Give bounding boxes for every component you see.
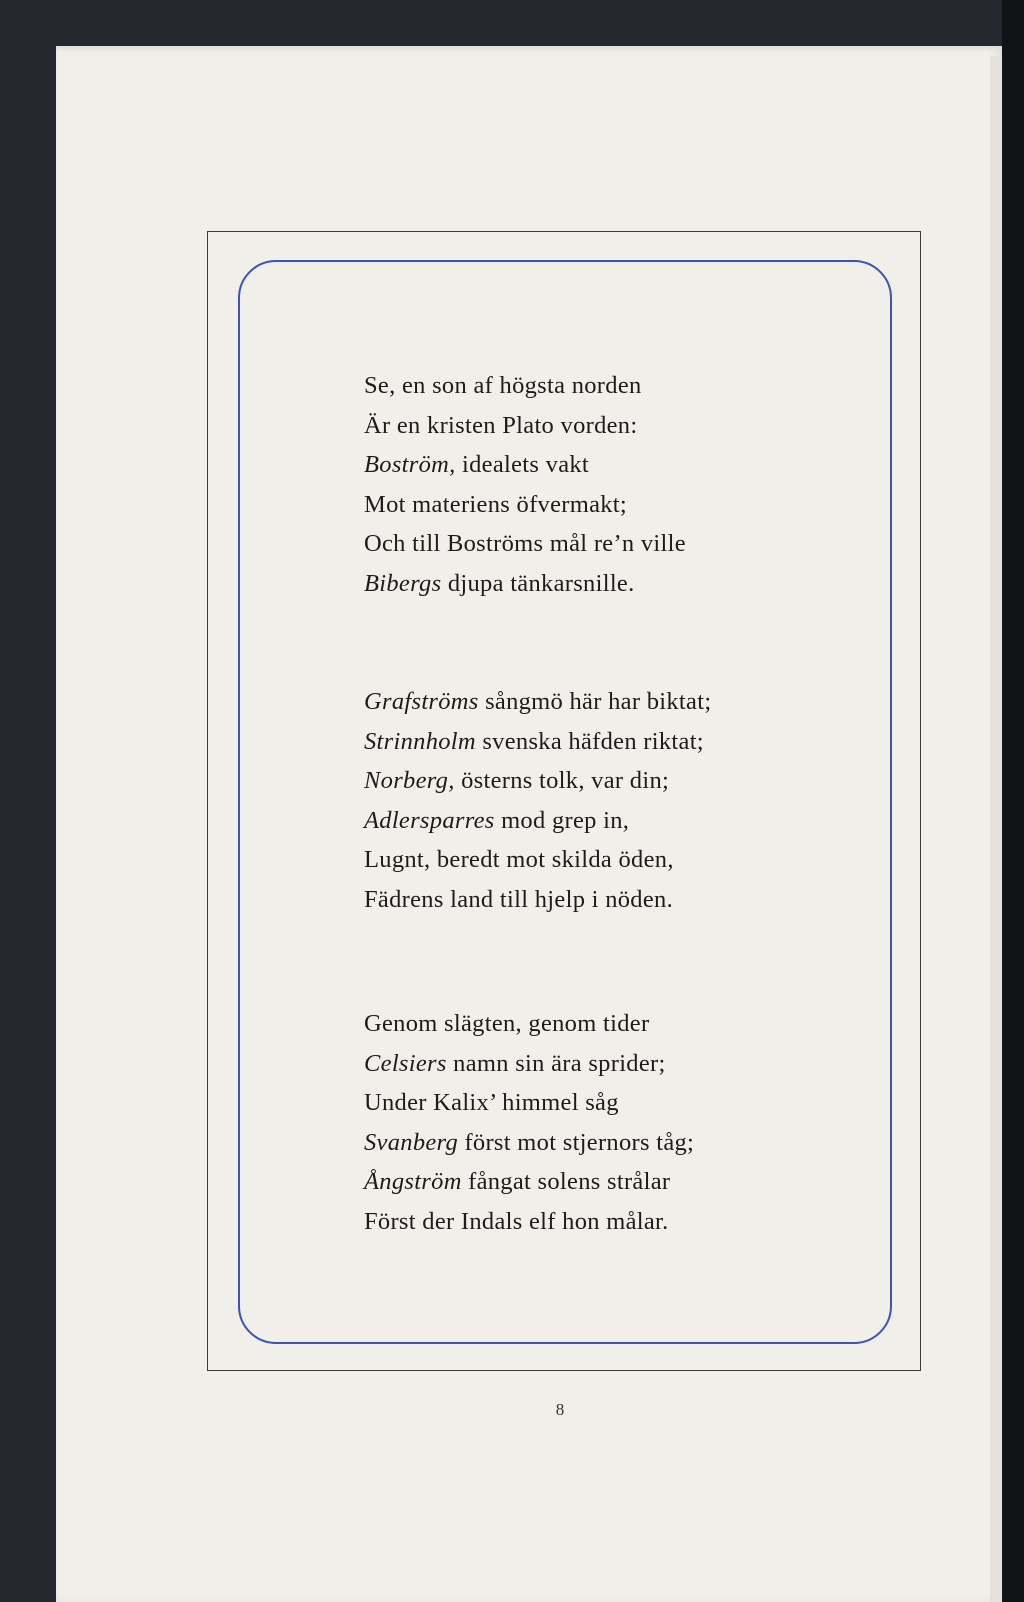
poem-line xyxy=(364,524,686,564)
person-name: Ångström xyxy=(364,1168,462,1195)
line-text: Först der Indals elf hon målar. xyxy=(364,1207,669,1235)
page-edge xyxy=(990,56,1002,1602)
stanza-3 xyxy=(364,1004,694,1241)
line-text: fångat solens strålar xyxy=(461,1168,671,1195)
line-text: Är en kristen Plato vorden: xyxy=(364,411,638,439)
poem-line xyxy=(364,445,686,485)
poem-line xyxy=(364,406,686,446)
line-text: Fädrens land till hjelp i nöden. xyxy=(364,885,673,913)
line-text: namn sin ära sprider; xyxy=(446,1049,666,1077)
poem-line xyxy=(364,485,686,525)
person-name: Norberg, xyxy=(364,767,455,794)
poem-line xyxy=(364,366,686,406)
line-text: mod grep in, xyxy=(494,806,630,834)
line-text: först mot stjernors tåg; xyxy=(458,1128,695,1156)
poem-line xyxy=(364,722,711,762)
person-name: Svanberg xyxy=(364,1128,459,1156)
line-text: Mot materiens öfvermakt; xyxy=(364,490,628,518)
poem-line xyxy=(364,564,686,604)
person-name: Bibergs xyxy=(364,569,442,597)
book-spine xyxy=(1002,0,1024,1602)
stanza-1 xyxy=(364,366,686,603)
poem-line xyxy=(364,1044,694,1084)
person-name: Adlersparres xyxy=(364,806,495,834)
line-text: Och till Boströms mål re’n ville xyxy=(364,530,686,557)
poem-line xyxy=(364,761,711,801)
line-text: svenska häfden riktat; xyxy=(475,727,704,755)
poem-line xyxy=(364,801,711,841)
line-text: idealets vakt xyxy=(455,451,590,478)
person-name: Boström, xyxy=(364,451,456,478)
poem-line xyxy=(364,840,711,880)
line-text: Under Kalix’ himmel såg xyxy=(364,1089,619,1116)
line-text: Lugnt, beredt mot skilda öden, xyxy=(364,846,674,873)
poem-line xyxy=(364,1083,694,1123)
poem-line xyxy=(364,880,711,920)
page-number: 8 xyxy=(555,1400,565,1419)
line-text: sångmö här har biktat; xyxy=(478,688,712,715)
line-text: österns tolk, var din; xyxy=(454,767,670,794)
stanza-2 xyxy=(364,682,711,919)
poem-line xyxy=(364,682,711,722)
line-text: djupa tänkarsnille. xyxy=(441,569,635,597)
person-name: Grafströms xyxy=(364,688,479,715)
line-text: Se, en son af högsta norden xyxy=(364,372,642,399)
poem-line xyxy=(364,1162,694,1202)
person-name: Strinnholm xyxy=(364,727,476,755)
poem-line xyxy=(364,1004,694,1044)
person-name: Celsiers xyxy=(364,1049,447,1077)
poem-line xyxy=(364,1123,694,1163)
poem-line xyxy=(364,1202,694,1242)
line-text: Genom slägten, genom tider xyxy=(364,1010,650,1037)
